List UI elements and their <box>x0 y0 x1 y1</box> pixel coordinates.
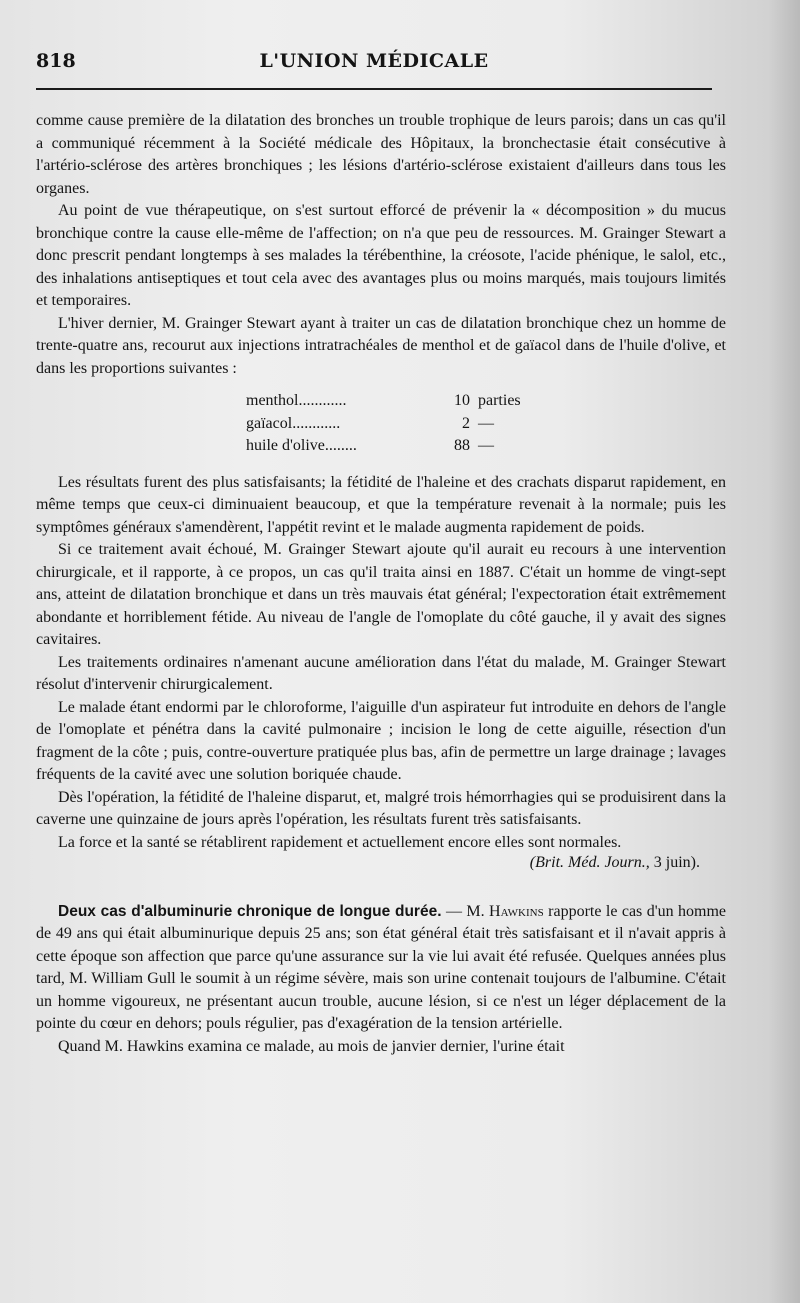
paragraph: Les résultats furent des plus satisfaisants; la fétidité de l'haleine et des crachats disparut rapidement, en même temps que ceux-ci diminuaient beaucoup, et que la température revenait à la normale; puis les symptômes généraux s'amendèrent, l'appétit revint et le malade augmenta rapidement de poids. <box>36 473 726 536</box>
citation <box>36 852 726 875</box>
paragraph: Dès l'opération, la fétidité de l'haleine disparut, et, malgré trois hémorrhagies qui se produisirent dans la caverne une quinzaine de jours après l'opération, les résultats furent très satisfaisants. <box>36 788 726 828</box>
formula-row <box>246 390 726 413</box>
article-body <box>36 110 726 1058</box>
citation-source: (Brit. Méd. Journ., <box>529 854 650 871</box>
paragraph: Quand M. Hawkins examina ce malade, au mois de janvier dernier, l'urine était <box>58 1037 565 1055</box>
paragraph: Les traitements ordinaires n'amenant aucune amélioration dans l'état du malade, M. Grainger Stewart résolut d'intervenir chirurgicalement. <box>36 653 726 693</box>
paragraph: L'hiver dernier, M. Grainger Stewart ayant à traiter un cas de dilatation bronchique chez un homme de trente-quatre ans, recourut aux injections intratrachéales de menthol et de gaïacol dans de l'huile d'olive, et dans les proportions suivantes : <box>36 314 726 377</box>
section-dash: — M. <box>445 902 485 920</box>
paragraph: Si ce traitement avait échoué, M. Grainger Stewart ajoute qu'il aurait eu recours à une intervention chirurgicale, et il rapporte, à ce propos, un cas qu'il traita ainsi en 1887. C'était un homme de vingt-sept ans, atteint de dilatation bronchique et dans un très mauvais état général; l'expectoration était extrêmement abondante et horriblement fétide. Au niveau de l'angle de l'omoplate du côté gauche, il y avait des signes cavitaires. <box>36 541 726 648</box>
page-number: 818 <box>36 50 76 72</box>
unit: — <box>478 414 494 432</box>
quantity: 2 <box>462 414 470 432</box>
section-title: Deux cas d'albuminurie chronique de longue durée. <box>58 902 442 920</box>
prescription-formula <box>246 390 726 458</box>
unit: — <box>478 437 494 454</box>
formula-row <box>246 435 726 458</box>
quantity: 88 <box>454 437 470 454</box>
paragraph: comme cause première de la dilatation des bronches un trouble trophique de leurs parois; dans un cas qu'il a communiqué récemment à la Société médicale des Hôpitaux, la bronchectasie était consécutive à l'artério-sclérose des artères bronchiques ; les lésions d'artério-sclérose existaient d'ailleurs dans tous les organes. <box>36 112 726 197</box>
formula-row <box>246 413 726 436</box>
citation-date: 3 juin). <box>653 854 700 871</box>
ingredient: menthol............ <box>246 392 347 409</box>
unit: parties <box>478 392 521 409</box>
quantity: 10 <box>454 392 470 409</box>
journal-title: L'UNION MÉDICALE <box>259 50 489 72</box>
ingredient: gaïacol............ <box>246 414 341 432</box>
paragraph: Au point de vue thérapeutique, on s'est surtout efforcé de prévenir la « décomposition » du mucus bronchique contre la cause elle-même de l'affection; on n'a que peu de ressources. M. Grainger Stewart a donc prescrit pendant longtemps à ses malades la térébenthine, la créosote, l'acide phénique, le salol, etc., des inhalations antiseptiques et tout cela avec des avantages plus ou moins marqués, mais toujours limités et temporaires. <box>36 202 726 309</box>
header-rule <box>36 88 712 90</box>
ingredient: huile d'olive........ <box>246 437 357 454</box>
section-author: Hawkins <box>489 902 544 920</box>
section-text: rapporte le cas d'un homme de 49 ans qui était albuminurique depuis 25 ans; son état général était très satisfaisant et il n'avait appris à cette époque son affection que parce qu'une assurance sur la vie lui avait été refusée. Quelques années plus tard, M. William Gull le soumit à un régime sévère, mais son urine contenait toujours de l'albumine. C'était un homme vigoureux, ne présentant aucun trouble, aucune lésion, si ce n'est un léger déplacement de la pointe du cœur en dehors; pouls régulier, pas d'exagération de la tension artérielle. <box>36 902 727 1032</box>
paragraph: Le malade étant endormi par le chloroforme, l'aiguille d'un aspirateur fut introduite en dehors de l'angle de l'omoplate et pénétra dans la cavité pulmonaire ; incision le long de cette aiguille, résection d'un fragment de la côte ; puis, contre-ouverture pratiquée plus bas, afin de permettre un large drainage ; lavages fréquents de la cavité avec une solution boriquée chaude. <box>36 698 726 783</box>
section-paragraph <box>36 901 726 1036</box>
paragraph: La force et la santé se rétablirent rapidement et actuellement encore elles sont normales. <box>58 833 622 851</box>
page-header <box>36 50 712 76</box>
